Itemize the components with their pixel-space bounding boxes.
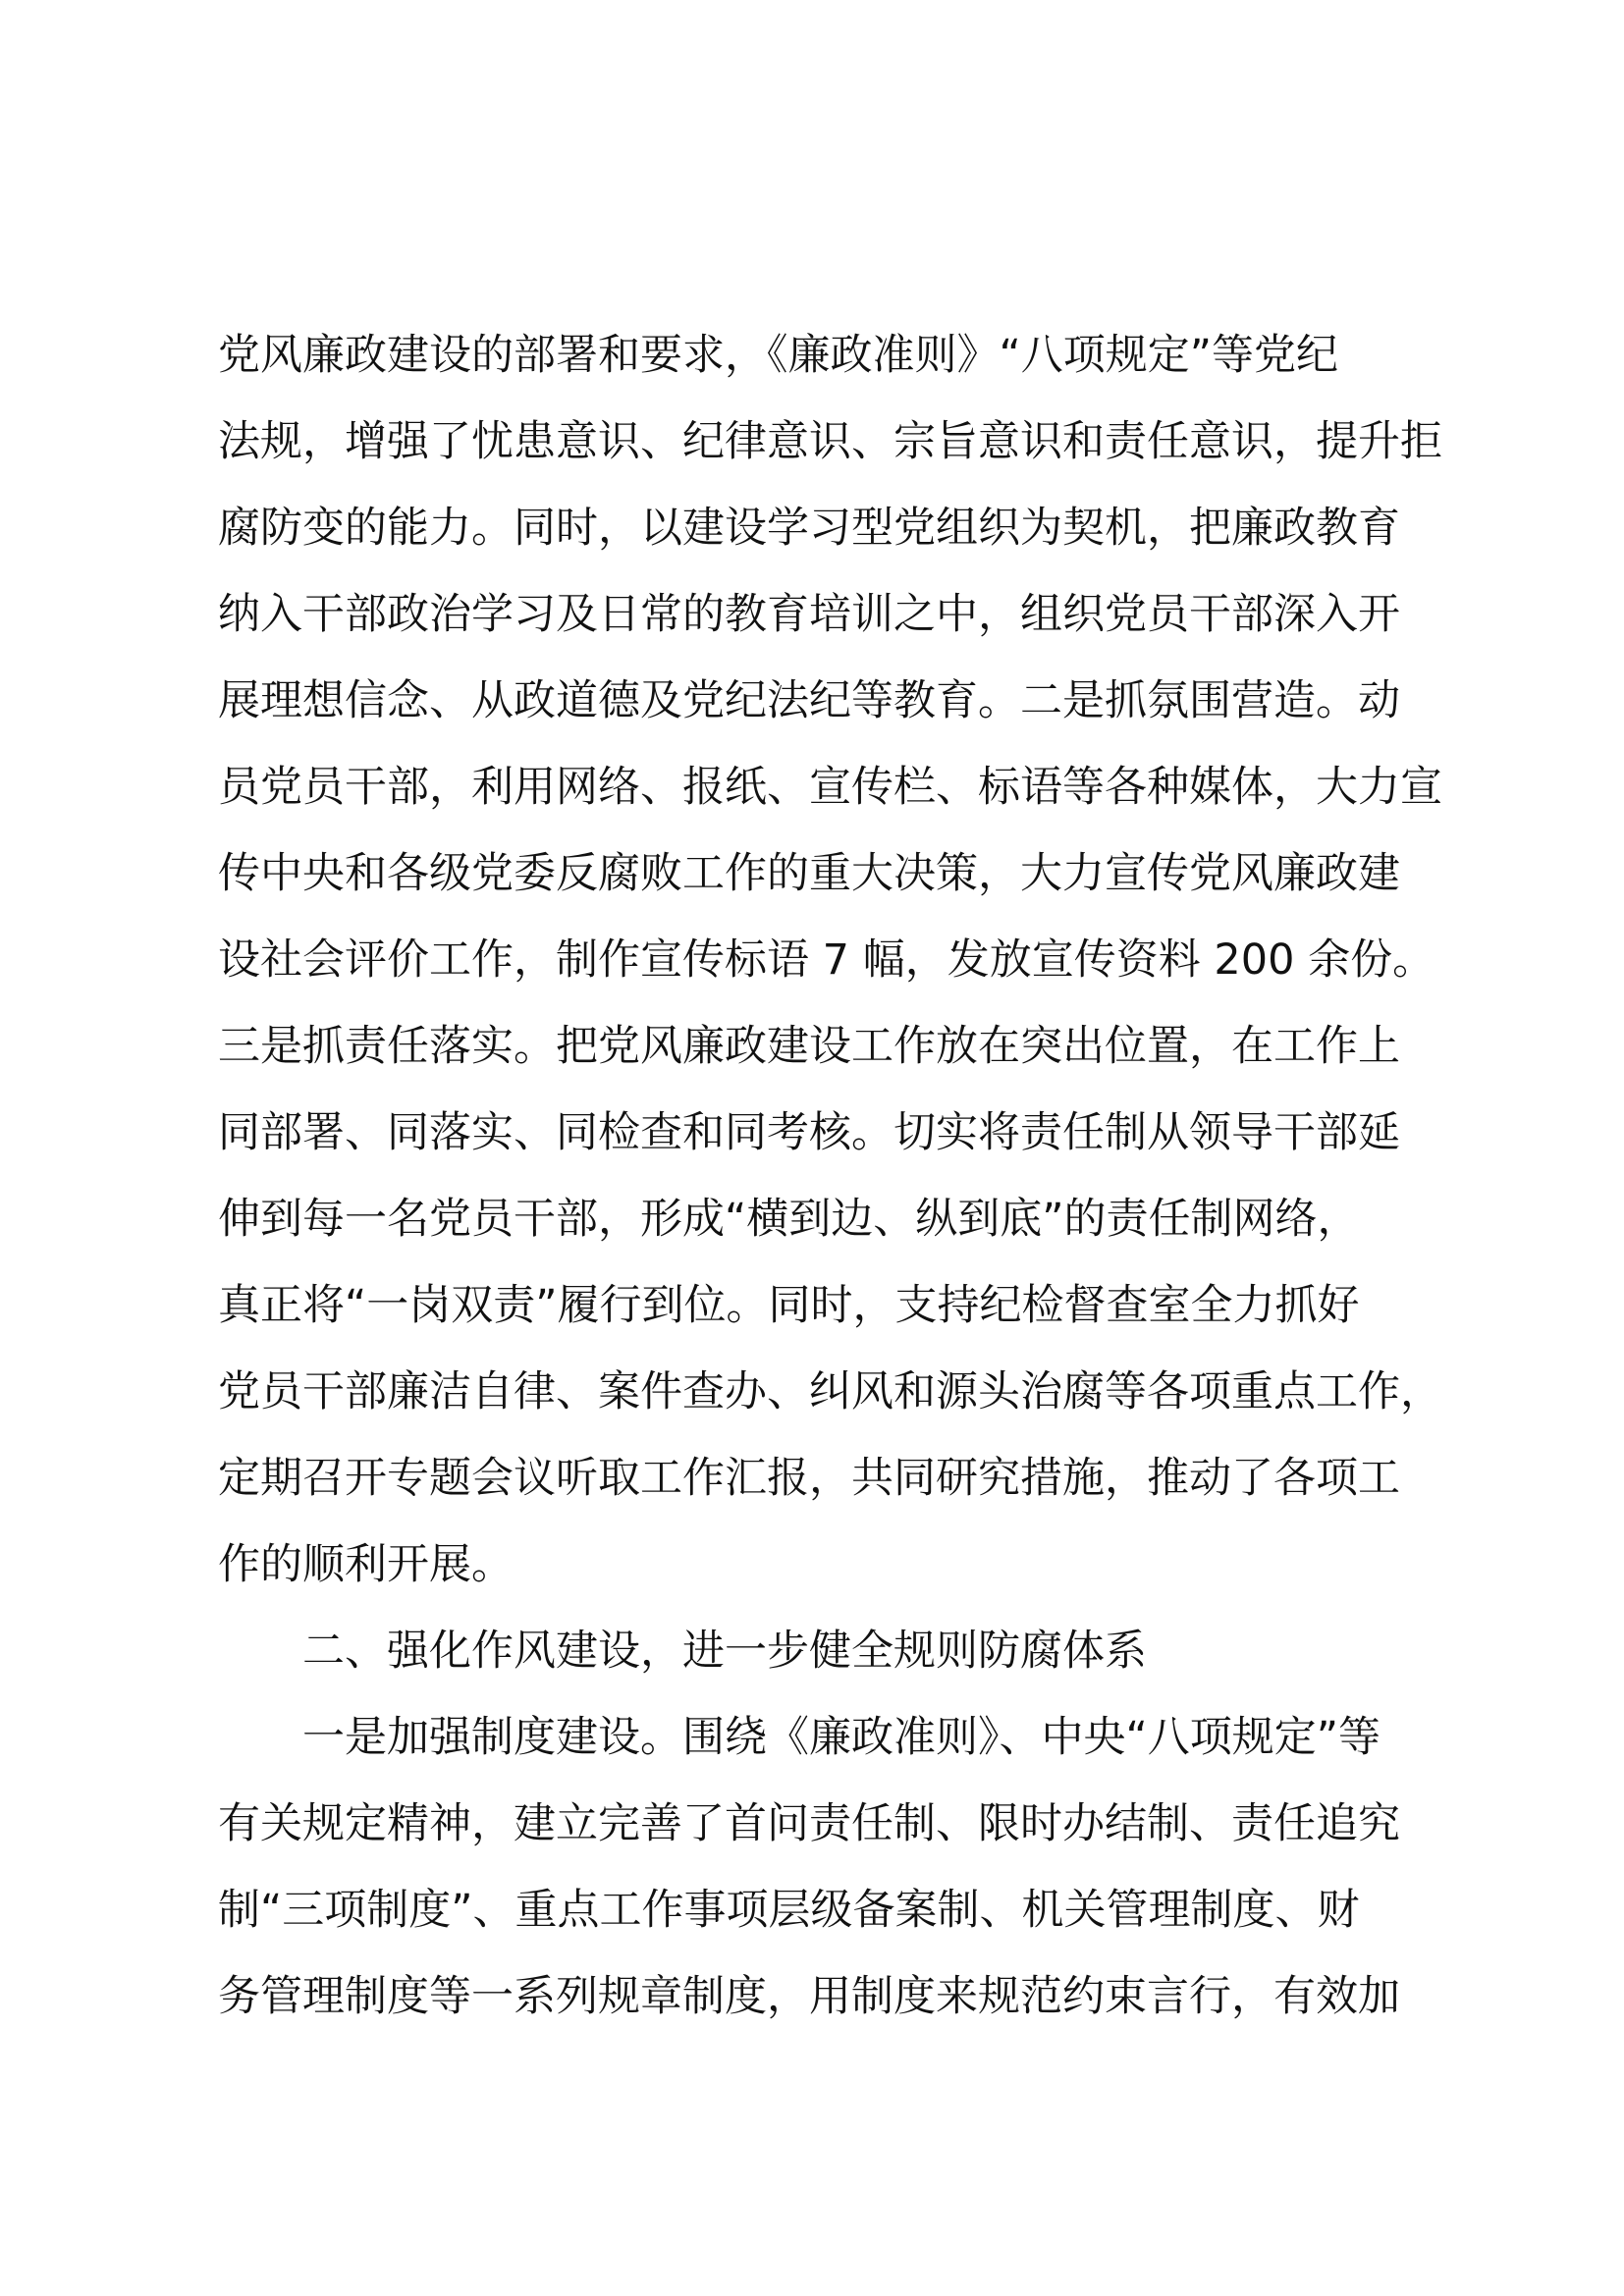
text-line: 务管理制度等一系列规章制度，用制度来规范约束言行，有效加: [218, 1972, 1400, 2021]
text-line: 法规，增强了忧患意识、纪律意识、宗旨意识和责任意识，提升拒: [218, 417, 1442, 466]
text-line: 制“三项制度”、重点工作事项层级备案制、机关管理制度、财: [218, 1886, 1360, 1935]
text-line: 传中央和各级党委反腐败工作的重大决策，大力宣传党风廉政建: [218, 849, 1400, 898]
text-line: 同部署、同落实、同检查和同考核。切实将责任制从领导干部延: [218, 1108, 1400, 1157]
text-line: 三是抓责任落实。把党风廉政建设工作放在突出位置，在工作上: [218, 1022, 1400, 1071]
text-line: 纳入干部政治学习及日常的教育培训之中，组织党员干部深入开: [218, 590, 1400, 639]
text-line: 伸到每一名党员干部，形成“横到边、纵到底”的责任制网络，: [218, 1195, 1360, 1244]
section-heading: 二、强化作风建设，进一步健全规则防腐体系: [302, 1627, 1147, 1676]
text-line: 作的顺利开展。: [218, 1540, 514, 1589]
text-line: 展理想信念、从政道德及党纪法纪等教育。二是抓氛围营造。动: [218, 676, 1400, 725]
text-line: 党风廉政建设的部署和要求，《廉政准则》“八项规定”等党纪: [218, 331, 1339, 380]
text-line: 设社会评价工作，制作宣传标语 7 幅，发放宣传资料 200 余份。: [218, 935, 1435, 985]
text-line: 腐防变的能力。同时，以建设学习型党组织为契机，把廉政教育: [218, 504, 1400, 553]
text-line: 党员干部廉洁自律、案件查办、纠风和源头治腐等各项重点工作，: [218, 1367, 1442, 1416]
text-line: 员党员干部，利用网络、报纸、宣传栏、标语等各种媒体，大力宣: [218, 763, 1442, 812]
text-line: 定期召开专题会议听取工作汇报，共同研究措施，推动了各项工: [218, 1454, 1400, 1503]
text-line: 一是加强制度建设。围绕《廉政准则》、中央“八项规定”等: [302, 1713, 1381, 1762]
text-line: 真正将“一岗双责”履行到位。同时，支持纪检督查室全力抓好: [218, 1281, 1360, 1330]
text-line: 有关规定精神，建立完善了首问责任制、限时办结制、责任追究: [218, 1799, 1400, 1848]
